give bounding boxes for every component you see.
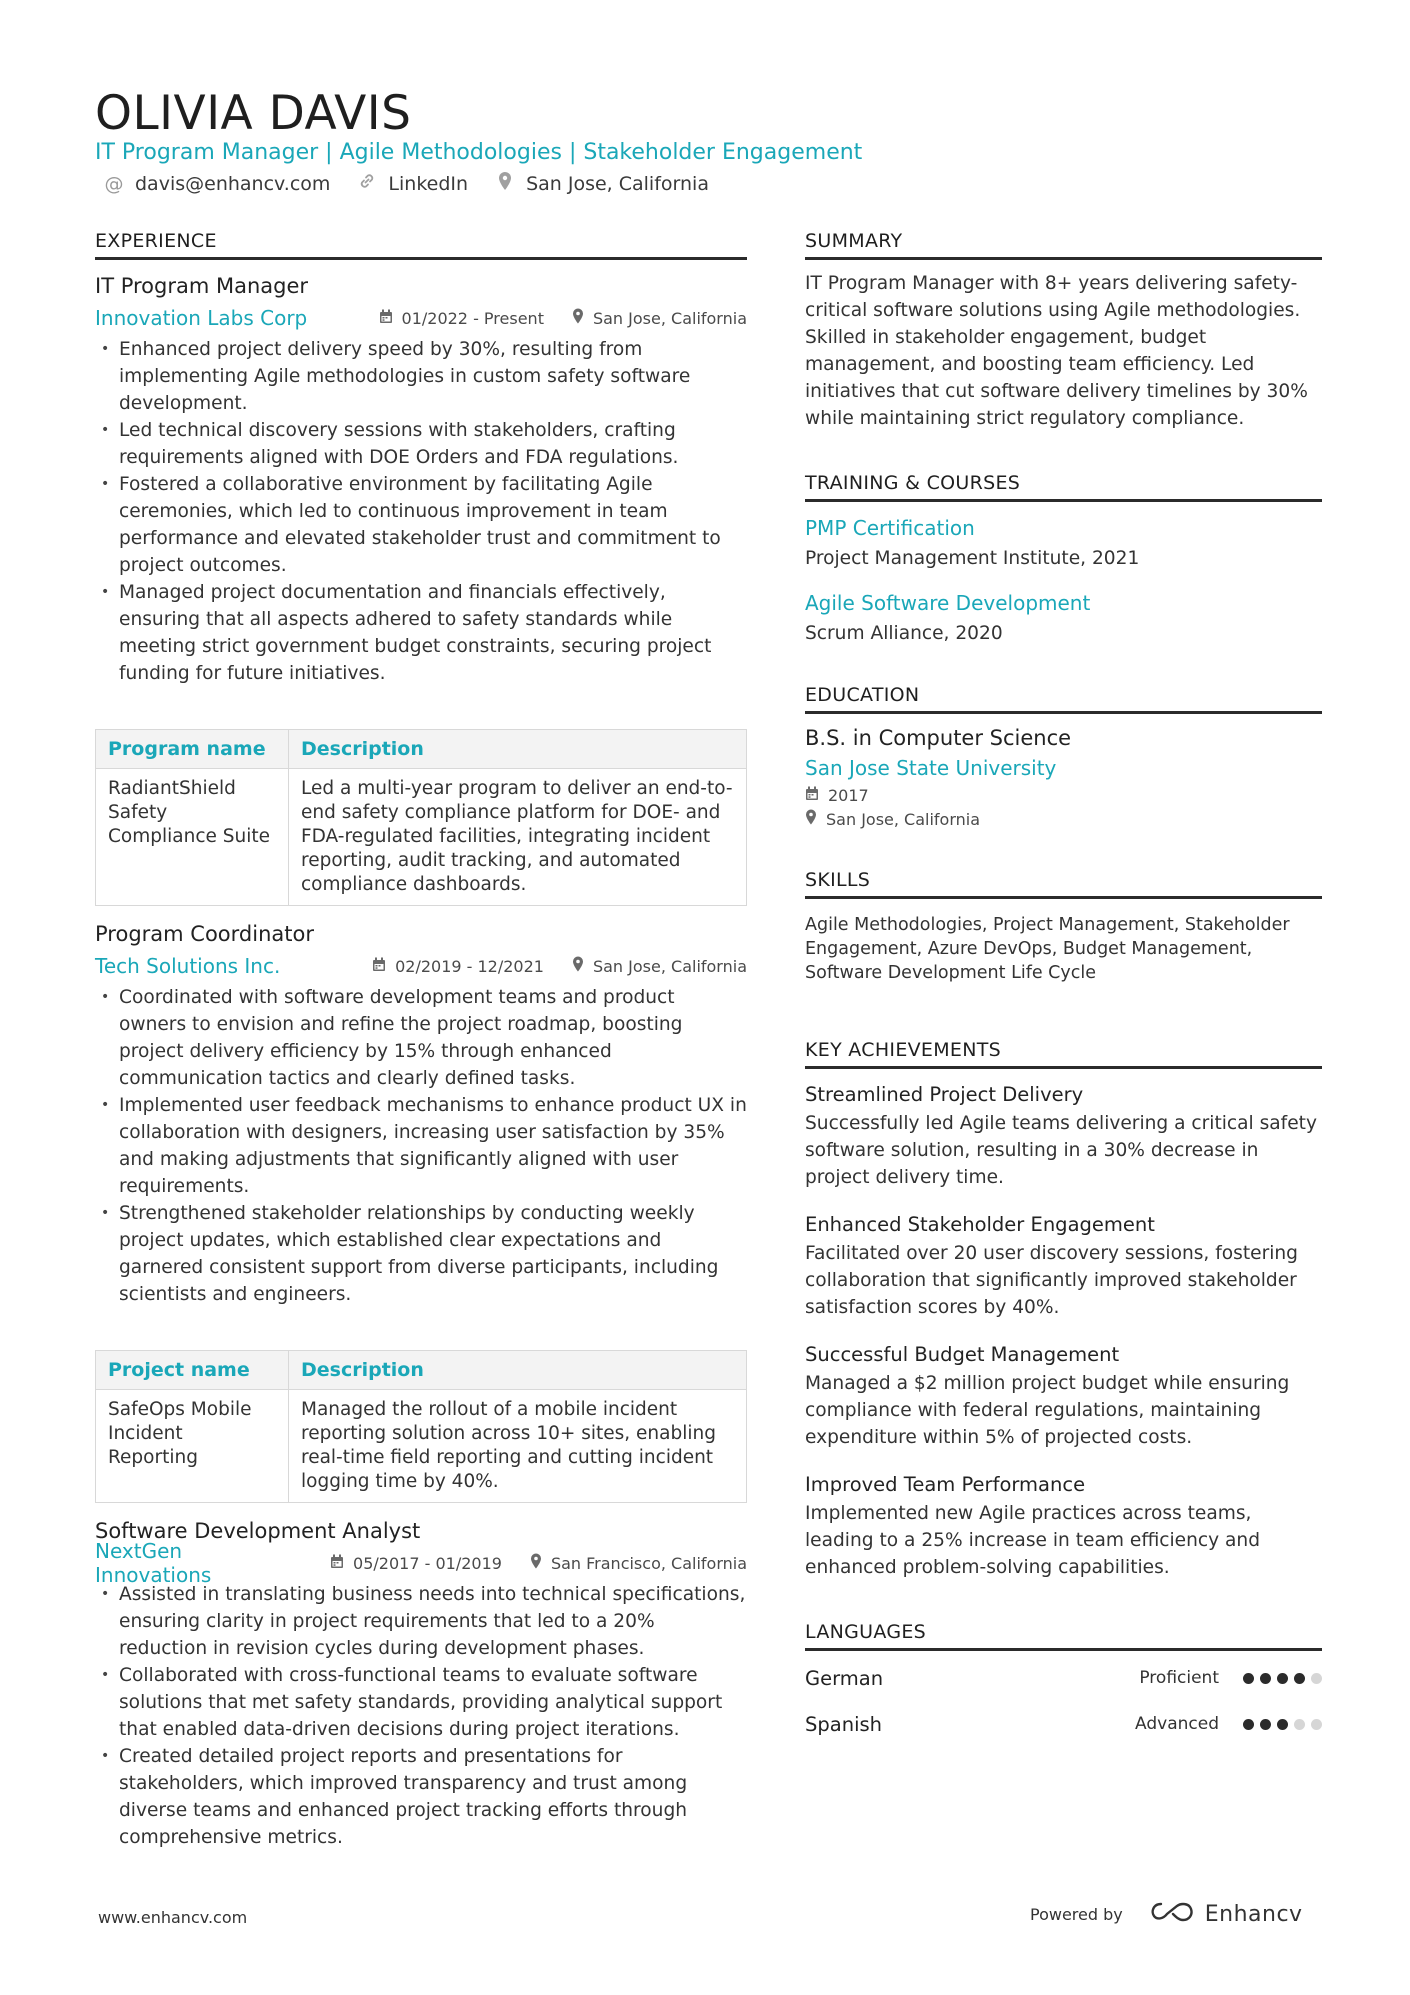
skills-title: SKILLS [805, 869, 1322, 899]
job-location [572, 308, 747, 328]
bullet-item: • Coordinated with software development teams and product owners to envision and refine the project roadmap, boosting project delivery efficiency by 15% through enhanced communication tactics and clearly defined tasks. [95, 984, 747, 1092]
course-title: PMP Certification [805, 516, 975, 540]
language-name: German [805, 1666, 884, 1690]
rating-dot [1277, 1673, 1288, 1684]
training-section [805, 472, 1322, 644]
job-location-text: San Jose, California [592, 956, 747, 976]
job-title: Software Development Analyst [95, 1519, 421, 1543]
company-name: Innovation Labs Corp [95, 306, 308, 330]
job-meta [95, 954, 747, 978]
job-dates [372, 957, 544, 976]
languages-section [805, 1621, 1322, 1737]
summary-text: IT Program Manager with 8+ years delivering safety-critical software solutions using Agile methodologies. Skilled in stakeholder engagement, budget management, and boosting team efficiency. Led initiatives that cut software delivery timelines by 30% while maintaining strict regulatory compliance. [805, 273, 1308, 429]
contact-linkedin-text: LinkedIn [388, 172, 469, 195]
job-entry [95, 922, 747, 1503]
education-location [805, 809, 1322, 829]
bullet-item: • Enhanced project delivery speed by 30%, resulting from implementing Agile methodologies in custom safety software development. [95, 336, 747, 417]
course-item [805, 591, 1322, 644]
location-icon [572, 308, 584, 328]
rating-dot [1243, 1719, 1254, 1730]
education-school: San Jose State University [805, 756, 1057, 780]
achievement-title: Enhanced Stakeholder Engagement [805, 1213, 1155, 1236]
table-cell-description: Managed the rollout of a mobile incident reporting solution across 10+ sites, enabling real-time field reporting and cutting incident logging time by 40%. [301, 1399, 716, 1492]
job-bullets [95, 336, 747, 687]
job-location [572, 956, 747, 976]
footer-branding [1030, 1900, 1303, 1928]
right-column [805, 230, 1322, 1737]
enhancv-logo-icon [1149, 1900, 1195, 1928]
link-icon [356, 171, 378, 196]
job-location [530, 1553, 747, 1573]
table-header-name: Project name [96, 1351, 289, 1390]
rating-dot [1277, 1719, 1288, 1730]
education-section [805, 684, 1322, 829]
course-provider: Scrum Alliance, 2020 [805, 623, 1003, 644]
table-header-row [96, 730, 747, 769]
candidate-name: OLIVIA DAVIS [95, 86, 412, 141]
summary-title: SUMMARY [805, 230, 1322, 260]
skills-section [805, 869, 1322, 985]
achievements-title: KEY ACHIEVEMENTS [805, 1039, 1322, 1069]
achievement-title: Streamlined Project Delivery [805, 1083, 1084, 1106]
location-icon [805, 809, 817, 829]
language-rating [1237, 1673, 1322, 1684]
achievements-section [805, 1039, 1322, 1581]
company-name: Tech Solutions Inc. [95, 954, 281, 978]
powered-by-text: Powered by [1030, 1904, 1123, 1924]
job-entry [95, 1519, 747, 1851]
language-rating [1237, 1719, 1322, 1730]
table-cell-name: RadiantShield Safety Compliance Suite [96, 769, 289, 906]
language-row [805, 1711, 1322, 1737]
rating-dot [1260, 1673, 1271, 1684]
bullet-item: • Collaborated with cross-functional teams to evaluate software solutions that met safety standards, providing analytical support that enabled data-driven decisions during project iterations. [95, 1662, 747, 1743]
achievement-title: Improved Team Performance [805, 1473, 1086, 1496]
table-header-row [96, 1351, 747, 1390]
education-title: EDUCATION [805, 684, 1322, 714]
course-provider: Project Management Institute, 2021 [805, 548, 1140, 569]
course-title: Agile Software Development [805, 591, 1091, 615]
training-title: TRAINING & COURSES [805, 472, 1322, 502]
achievement-desc: Implemented new Agile practices across teams, leading to a 25% increase in team efficiency and enhanced problem-solving capabilities. [805, 1503, 1261, 1578]
bullet-item: • Managed project documentation and financials effectively, ensuring that all aspects adhered to safety standards while meeting strict government budget constraints, securing project funding for future initiatives. [95, 579, 747, 687]
job-dates-text: 05/2017 - 01/2019 [353, 1553, 502, 1573]
achievement-desc: Managed a $2 million project budget while ensuring compliance with federal regulations, maintaining expenditure within 5% of projected costs. [805, 1373, 1290, 1448]
location-icon [530, 1553, 542, 1573]
table-cell-name: SafeOps Mobile Incident Reporting [96, 1390, 289, 1503]
language-level: Advanced [1135, 1714, 1219, 1734]
contact-email-text: davis@enhancv.com [135, 172, 331, 195]
rating-dot [1260, 1719, 1271, 1730]
bullet-item: • Led technical discovery sessions with stakeholders, crafting requirements aligned with DOE Orders and FDA regulations. [95, 417, 747, 471]
contact-location-text: San Jose, California [526, 172, 709, 195]
table-cell-description: Led a multi-year program to deliver an end-to-end safety compliance platform for DOE- and FDA-regulated facilities, integrating incident reporting, audit tracking, and automated compliance dashboards. [301, 778, 733, 895]
rating-dot [1294, 1719, 1305, 1730]
job-title: IT Program Manager [95, 274, 309, 298]
company-name: NextGen Innovations [95, 1539, 212, 1587]
left-column [95, 230, 747, 1851]
at-icon: @ [104, 172, 124, 195]
bullet-item: • Strengthened stakeholder relationships by conducting weekly project updates, which established clear expectations and garnered consistent support from diverse participants, including scientists and engineers. [95, 1200, 747, 1308]
contact-email[interactable] [103, 173, 330, 195]
skills-text: Agile Methodologies, Project Management, Stakeholder Engagement, Azure DevOps, Budget Management, Software Development Life Cycle [805, 915, 1290, 983]
bullet-item: • Assisted in translating business needs into technical specifications, ensuring clarity in project requirements that led to a 20% reduction in revision cycles during development phases. [95, 1581, 747, 1662]
achievement-title: Successful Budget Management [805, 1343, 1120, 1366]
education-location-text: San Jose, California [826, 809, 981, 829]
achievement-item [805, 1343, 1322, 1451]
languages-title: LANGUAGES [805, 1621, 1322, 1651]
brand-name: Enhancv [1204, 1901, 1303, 1927]
language-row [805, 1665, 1322, 1691]
course-item [805, 516, 1322, 569]
table-header-description: Description [289, 730, 747, 769]
experience-title: EXPERIENCE [95, 230, 747, 260]
footer-website[interactable]: www.enhancv.com [98, 1908, 248, 1927]
job-meta [95, 1539, 747, 1587]
job-dates-text: 01/2022 - Present [401, 308, 544, 328]
bullet-item: • Fostered a collaborative environment by facilitating Agile ceremonies, which led to continuous improvement in team performance and elevated stakeholder trust and commitment to project outcomes. [95, 471, 747, 579]
calendar-icon [379, 309, 393, 328]
achievement-item [805, 1083, 1322, 1191]
job-dates-text: 02/2019 - 12/2021 [395, 956, 544, 976]
table-header-name: Program name [96, 730, 289, 769]
job-title: Program Coordinator [95, 922, 314, 946]
achievement-item [805, 1473, 1322, 1581]
job-meta [95, 306, 747, 330]
table-header-description: Description [289, 1351, 747, 1390]
contact-linkedin[interactable] [356, 171, 468, 196]
job-entry [95, 274, 747, 906]
contact-location [494, 171, 709, 196]
rating-dot [1311, 1719, 1322, 1730]
job-bullets [95, 1581, 747, 1851]
job-bullets [95, 984, 747, 1308]
education-year-text: 2017 [828, 786, 869, 805]
project-table [95, 1350, 747, 1503]
job-location-text: San Jose, California [592, 308, 747, 328]
rating-dot [1311, 1673, 1322, 1684]
candidate-tagline: IT Program Manager | Agile Methodologies | Stakeholder Engagement [95, 140, 863, 165]
job-location-text: San Francisco, California [550, 1553, 747, 1573]
calendar-icon [805, 786, 819, 805]
location-icon [572, 956, 584, 976]
table-row [96, 1390, 747, 1503]
rating-dot [1294, 1673, 1305, 1684]
language-level: Proficient [1139, 1668, 1219, 1688]
calendar-icon [330, 1554, 344, 1573]
calendar-icon [372, 957, 386, 976]
language-name: Spanish [805, 1712, 883, 1736]
education-year [805, 786, 1322, 805]
program-table [95, 729, 747, 906]
job-dates [379, 309, 544, 328]
bullet-item: • Created detailed project reports and presentations for stakeholders, which improved transparency and trust among diverse teams and enhanced project tracking efforts through comprehensive metrics. [95, 1743, 747, 1851]
achievement-item [805, 1213, 1322, 1321]
rating-dot [1243, 1673, 1254, 1684]
location-icon [494, 171, 516, 196]
contact-bar [103, 171, 735, 196]
achievement-desc: Successfully led Agile teams delivering a critical safety software solution, resulting in a 30% decrease in project delivery time. [805, 1113, 1317, 1188]
achievement-desc: Facilitated over 20 user discovery sessions, fostering collaboration that significantly improved stakeholder satisfaction scores by 40%. [805, 1243, 1298, 1318]
education-degree: B.S. in Computer Science [805, 726, 1072, 750]
job-dates [330, 1554, 502, 1573]
bullet-item: • Implemented user feedback mechanisms to enhance product UX in collaboration with designers, increasing user satisfaction by 35% and making adjustments that significantly aligned with user requirements. [95, 1092, 747, 1200]
table-row [96, 769, 747, 906]
